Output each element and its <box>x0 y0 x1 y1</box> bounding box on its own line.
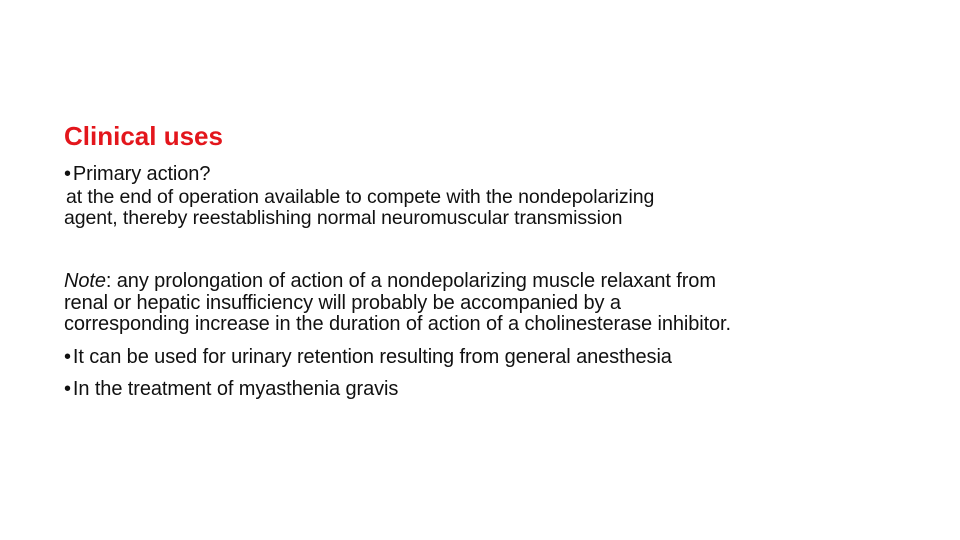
primary-action-answer-line-1: at the end of operation available to compete with the nondepolarizing <box>66 186 655 208</box>
bullet-icon: • <box>64 163 71 185</box>
primary-action-label: Primary action? <box>72 163 211 185</box>
primary-action-question <box>64 163 210 185</box>
note-line-3: corresponding increase in the duration of action of a cholinesterase inhibitor. <box>64 313 731 335</box>
bullet-icon: • <box>64 378 71 400</box>
list-item-myasthenia-gravis <box>64 378 398 400</box>
bullet-icon: • <box>64 346 71 368</box>
slide-title: Clinical uses <box>64 121 223 151</box>
note-label: Note <box>64 270 106 292</box>
note-line-1 <box>64 270 716 292</box>
list-item-urinary-retention <box>64 346 672 368</box>
primary-action-answer-line-2: agent, thereby reestablishing normal neuromuscular transmission <box>64 207 623 229</box>
note-line-2: renal or hepatic insufficiency will probably be accompanied by a <box>64 292 621 314</box>
list-item-text: It can be used for urinary retention resulting from general anesthesia <box>72 346 672 368</box>
note-line-1-text: : any prolongation of action of a nondepolarizing muscle relaxant from <box>105 270 716 292</box>
list-item-text: In the treatment of myasthenia gravis <box>72 378 399 400</box>
